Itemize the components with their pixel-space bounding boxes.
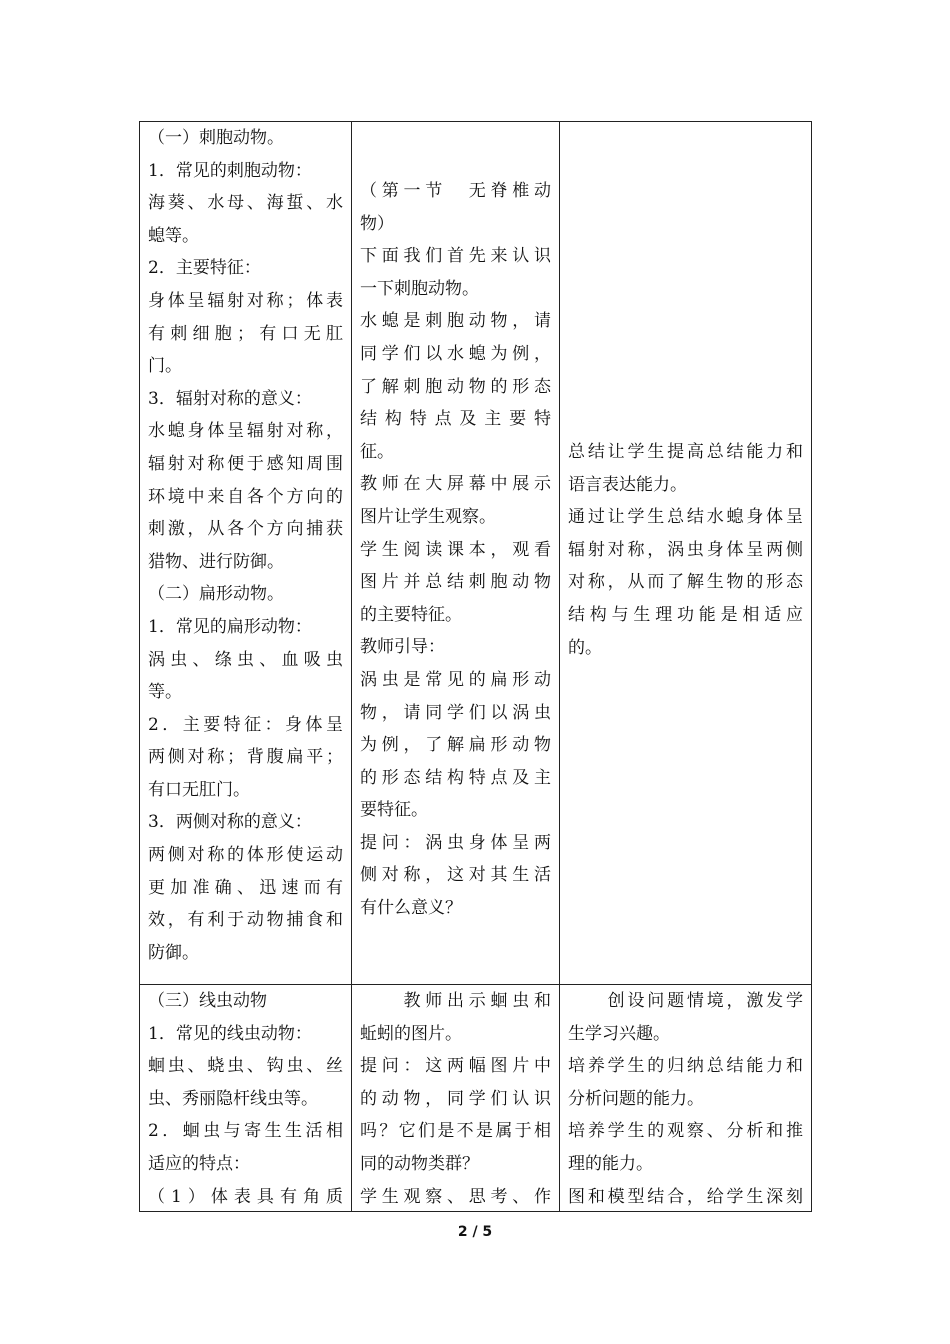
cell-text	[568, 985, 803, 1209]
content-cell	[140, 122, 352, 985]
text-line: 3．两侧对称的意义：	[148, 812, 312, 833]
text-line: 蛔虫、蛲虫、钩虫、丝	[148, 1056, 343, 1077]
text-line: 生学习兴趣。	[568, 1023, 670, 1044]
text-line: 2．主要特征：身体呈	[148, 714, 343, 735]
text-line: 结构特点及主要特	[360, 409, 551, 430]
text-line: 理的能力。	[568, 1153, 653, 1174]
text-line: 效，有利于动物捕食和	[148, 910, 343, 931]
text-line: 征。	[360, 441, 394, 462]
text-line: 一下刺胞动物。	[360, 278, 479, 299]
text-line: 学生观察、思考、作	[360, 1186, 551, 1207]
page-number: 2 / 5	[457, 1224, 493, 1240]
table-row	[140, 122, 812, 985]
text-line: 2．蛔虫与寄生生活相	[148, 1121, 343, 1142]
text-line: 等。	[148, 682, 182, 703]
text-line: 涡虫、绦虫、血吸虫	[148, 649, 343, 670]
text-line: （1）体表具有角质	[148, 1186, 343, 1207]
text-line: （第一节 无脊椎动	[360, 181, 551, 201]
text-line: 通过让学生总结水螅身体呈	[568, 507, 803, 528]
text-line: 教师在大屏幕中展示	[360, 474, 551, 495]
text-line: 1．常见的线虫动物：	[148, 1023, 312, 1044]
cell-text	[148, 122, 343, 969]
text-line: 身体呈辐射对称；体表	[148, 290, 343, 311]
text-line: 要特征。	[360, 800, 428, 821]
text-line: 学生阅读课本，观看	[360, 539, 551, 560]
content-cell	[140, 985, 352, 1212]
text-line: 刺激，从各个方向捕获	[148, 519, 343, 540]
text-line: 语言表达能力。	[568, 474, 687, 495]
text-line: 吗？它们是不是属于相	[360, 1121, 551, 1142]
text-line: 有刺细胞；有口无肛	[148, 323, 343, 344]
text-line: 适应的特点：	[148, 1153, 250, 1174]
text-line: 辐射对称，涡虫身体呈两侧	[568, 539, 803, 560]
text-line: 螅等。	[148, 225, 199, 246]
text-line: 门。	[148, 356, 182, 377]
cell-text	[568, 436, 803, 664]
text-line: （一）刺胞动物。	[148, 128, 284, 148]
text-line: （三）线虫动物	[148, 991, 267, 1011]
text-line: 创设问题情境，激发学	[568, 991, 803, 1011]
text-line: 辐射对称便于感知周围	[148, 453, 343, 474]
cell-text	[360, 985, 551, 1209]
text-line: 涡虫是常见的扁形动	[360, 669, 551, 690]
design-intent-cell	[560, 985, 812, 1212]
text-line: 侧对称，这对其生活	[360, 865, 551, 886]
text-line: 海葵、水母、海蜇、水	[148, 193, 343, 214]
text-line: 物）	[360, 213, 394, 234]
teacher-activity-cell	[352, 122, 560, 985]
text-line: 1．常见的扁形动物：	[148, 616, 312, 637]
text-line: 同的动物类群？	[360, 1153, 479, 1174]
cell-text	[148, 985, 343, 1209]
text-line: 同学们以水螅为例，	[360, 343, 551, 364]
text-line: 更加准确、迅速而有	[148, 877, 343, 898]
text-line: 图片并总结刺胞动物	[360, 572, 551, 593]
text-line: 图和模型结合，给学生深刻	[568, 1186, 803, 1207]
text-line: 防御。	[148, 942, 199, 963]
text-line: 下面我们首先来认识	[360, 246, 551, 267]
design-intent-cell	[560, 122, 812, 985]
cell-text	[360, 175, 551, 925]
text-line: 水螅身体呈辐射对称，	[148, 421, 343, 442]
text-line: 培养学生的观察、分析和推	[568, 1121, 803, 1142]
text-line: 的动物，同学们认识	[360, 1088, 551, 1109]
lesson-plan-table	[139, 121, 812, 1212]
text-line: 对称，从而了解生物的形态	[568, 572, 803, 593]
text-line: 分析问题的能力。	[568, 1088, 704, 1109]
text-line: 图片让学生观察。	[360, 506, 496, 527]
text-line: 总结让学生提高总结能力和	[568, 442, 803, 462]
text-line: 有口无肛门。	[148, 779, 250, 800]
text-line: 水螅是刺胞动物，请	[360, 311, 551, 332]
text-line: 猎物、进行防御。	[148, 551, 284, 572]
text-line: 2．主要特征：	[148, 258, 261, 279]
text-line: 提问：这两幅图片中	[360, 1056, 551, 1077]
text-line: 环境中来自各个方向的	[148, 486, 343, 507]
text-line: 教师出示蛔虫和	[360, 991, 551, 1011]
text-line: 为例，了解扁形动物	[360, 735, 551, 756]
text-line: 1．常见的刺胞动物：	[148, 160, 312, 181]
text-line: 结构与生理功能是相适应	[568, 604, 803, 625]
text-line: 两侧对称；背腹扁平；	[148, 747, 343, 768]
text-line: 蚯蚓的图片。	[360, 1023, 462, 1044]
text-line: 了解刺胞动物的形态	[360, 376, 551, 397]
text-line: 提问：涡虫身体呈两	[360, 832, 551, 853]
text-line: 有什么意义？	[360, 898, 462, 919]
text-line: 3．辐射对称的意义：	[148, 388, 312, 409]
text-line: （二）扁形动物。	[148, 584, 284, 605]
text-line: 的。	[568, 637, 602, 658]
text-line: 物，请同学们以涡虫	[360, 702, 551, 723]
table-row	[140, 985, 812, 1212]
text-line: 培养学生的归纳总结能力和	[568, 1056, 803, 1077]
text-line: 虫、秀丽隐杆线虫等。	[148, 1088, 318, 1109]
text-line: 的形态结构特点及主	[360, 767, 551, 788]
text-line: 两侧对称的体形使运动	[148, 845, 343, 866]
text-line: 教师引导：	[360, 637, 445, 658]
teacher-activity-cell	[352, 985, 560, 1212]
text-line: 的主要特征。	[360, 604, 462, 625]
